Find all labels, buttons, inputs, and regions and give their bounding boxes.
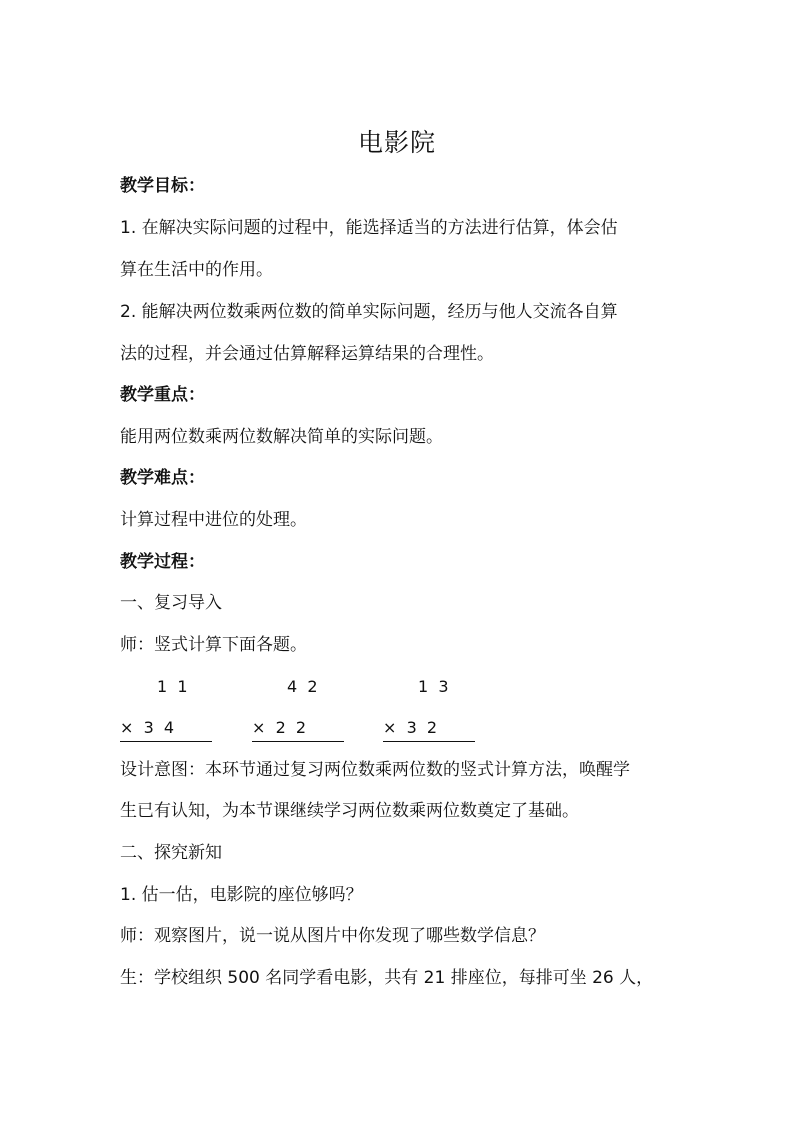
document-title: 电影院	[357, 128, 436, 157]
problem-2-top: 4 2	[287, 677, 318, 696]
section-1-heading: 一、复习导入	[120, 593, 222, 613]
design-intent-line-2: 生已有认知，为本节课继续学习两位数乘两位数奠定了基础。	[120, 801, 579, 821]
key-point-text: 能用两位数乘两位数解决简单的实际问题。	[120, 427, 443, 447]
goals-heading: 教学目标：	[120, 176, 205, 196]
goal-2-line-1: 2. 能解决两位数乘两位数的简单实际问题，经历与他人交流各自算	[120, 302, 618, 322]
goal-1-line-2: 算在生活中的作用。	[120, 260, 273, 280]
problem-3-bottom: × 3 2	[383, 716, 475, 742]
process-heading: 教学过程：	[120, 552, 205, 572]
explore-item-1: 1. 估一估，电影院的座位够吗？	[120, 885, 363, 905]
teacher-prompt-2: 师：观察图片，说一说从图片中你发现了哪些数学信息？	[120, 926, 545, 946]
design-intent-line-1: 设计意图：本环节通过复习两位数乘两位数的竖式计算方法，唤醒学	[120, 760, 630, 780]
difficulty-text: 计算过程中进位的处理。	[120, 510, 307, 530]
goal-1-line-1: 1. 在解决实际问题的过程中，能选择适当的方法进行估算，体会估	[120, 218, 618, 238]
student-response-1: 生：学校组织 500 名同学看电影，共有 21 排座位，每排可坐 26 人，	[120, 968, 654, 988]
problem-3-top: 1 3	[418, 677, 449, 696]
problem-2-bottom: × 2 2	[252, 716, 344, 742]
problem-1-top: 1 1	[157, 677, 188, 696]
section-2-heading: 二、探究新知	[120, 843, 222, 863]
teacher-prompt-1: 师：竖式计算下面各题。	[120, 635, 307, 655]
difficulty-heading: 教学难点：	[120, 468, 205, 488]
key-point-heading: 教学重点：	[120, 385, 205, 405]
goal-2-line-2: 法的过程，并会通过估算解释运算结果的合理性。	[120, 344, 494, 364]
problem-1-bottom: × 3 4	[120, 716, 212, 742]
